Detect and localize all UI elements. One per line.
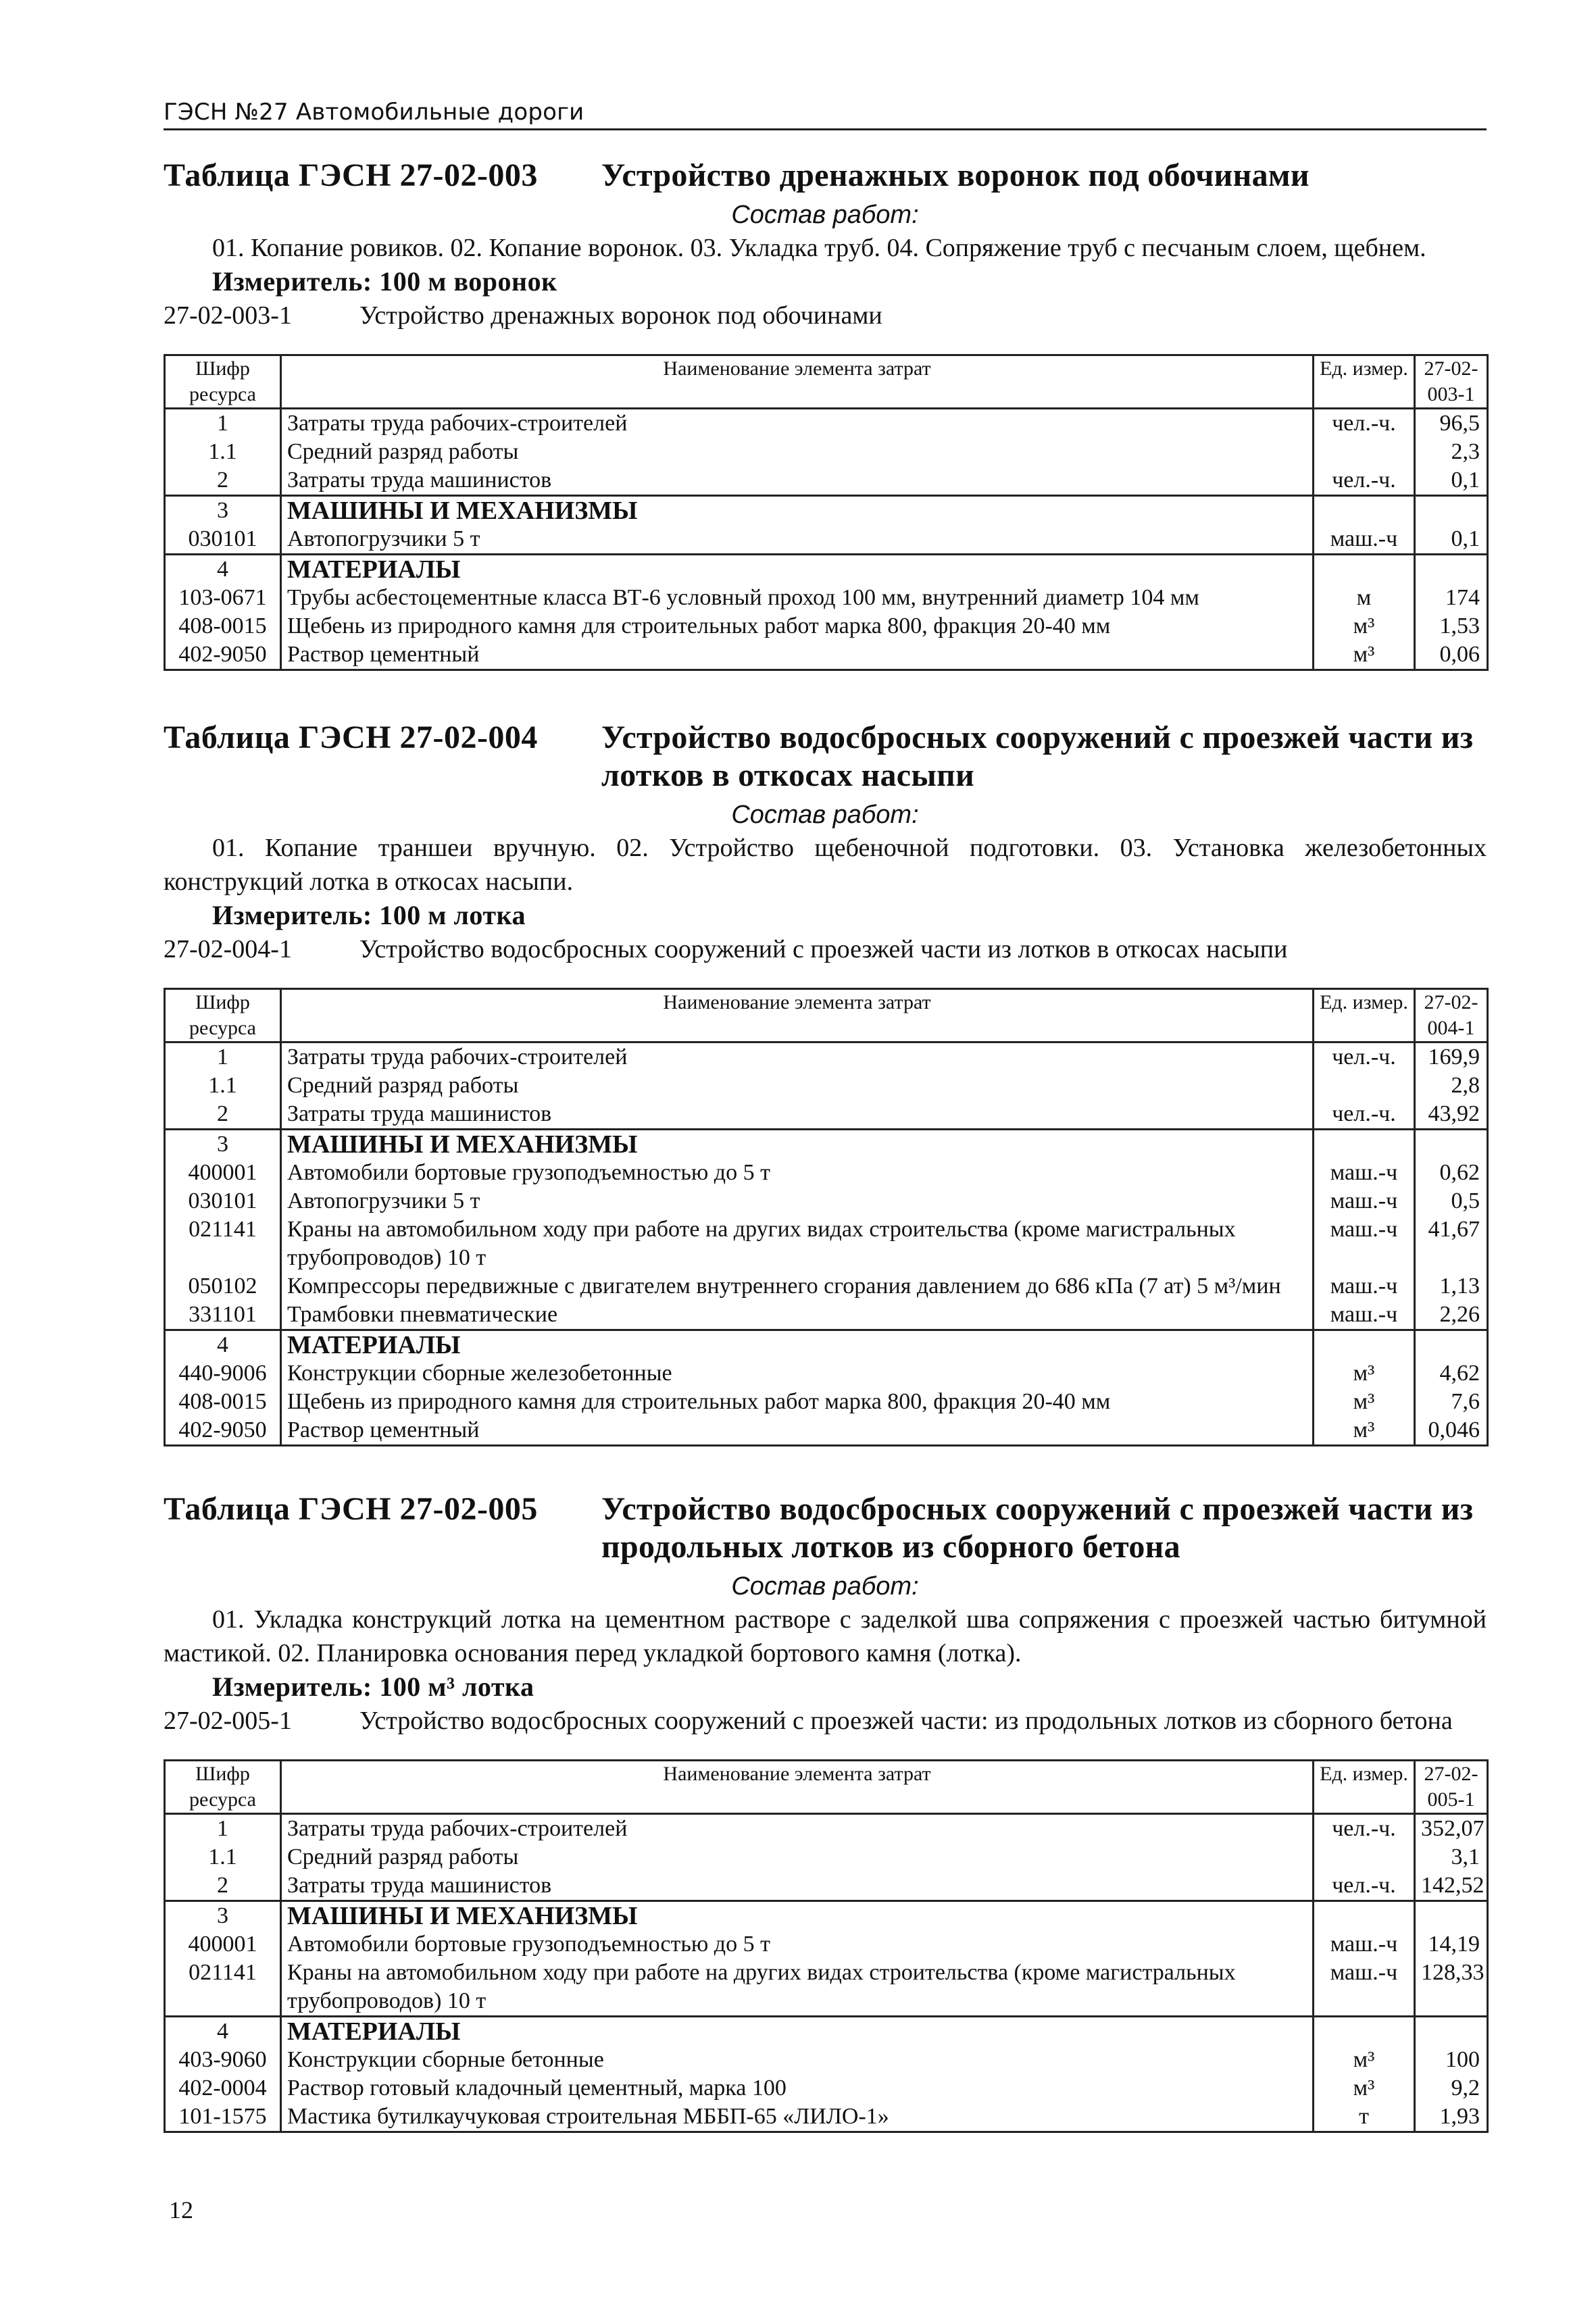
header-unit: Ед. измер. bbox=[1314, 989, 1415, 1042]
cell-value: 9,2 bbox=[1415, 2074, 1488, 2103]
measurement-unit: Измеритель: 100 м³ лотка bbox=[212, 1671, 534, 1702]
cell-code: 400001 bbox=[165, 1159, 281, 1187]
table-name: Устройство водосбросных сооружений с проезжей части из продольных лотков из сборного бетона bbox=[601, 1491, 1474, 1565]
table-row bbox=[165, 525, 1488, 555]
cell-name: Затраты труда рабочих-строителей bbox=[281, 1042, 1314, 1072]
cell-unit bbox=[1314, 1072, 1415, 1100]
norm-name: Устройство дренажных воронок под обочинами bbox=[359, 301, 882, 330]
header-code: Шифр ресурса bbox=[165, 1761, 281, 1814]
norm-code-line bbox=[164, 932, 1487, 966]
table-row bbox=[165, 2074, 1488, 2103]
cell-unit bbox=[1314, 496, 1415, 526]
cell-value: 174 bbox=[1415, 584, 1488, 612]
norm-table-section-005 bbox=[164, 1490, 1487, 2133]
cell-name: Затраты труда рабочих-строителей bbox=[281, 1814, 1314, 1844]
table-label: Таблица ГЭСН 27-02-003 bbox=[164, 157, 538, 193]
work-composition-text: 01. Копание ровиков. 02. Копание воронок. 03. Укладка труб. 04. Сопряжение труб с песчаным слоем, щебнем. bbox=[212, 234, 1426, 262]
cell-name: Краны на автомобильном ходу при работе на других видах строительства (кроме магистральных трубопроводов) 10 т bbox=[281, 1215, 1314, 1272]
cell-code: 101-1575 bbox=[165, 2103, 281, 2132]
norm-table-section-004 bbox=[164, 719, 1487, 1447]
cell-unit: чел.-ч. bbox=[1314, 409, 1415, 438]
cell-unit: маш.-ч bbox=[1314, 525, 1415, 555]
table-header-row bbox=[165, 355, 1488, 409]
cell-value: 169,9 bbox=[1415, 1042, 1488, 1072]
cell-value: 2,3 bbox=[1415, 438, 1488, 466]
table-header-row bbox=[165, 989, 1488, 1042]
work-composition-text: 01. Укладка конструкций лотка на цементном растворе с заделкой шва сопряжения с проезжей частью битумной мастикой. 02. Планировка основания перед укладкой бортового камня (лотка). bbox=[164, 1605, 1487, 1667]
cell-name: Щебень из природного камня для строительных работ марка 800, фракция 20-40 мм bbox=[281, 1388, 1314, 1416]
table-row bbox=[165, 1301, 1488, 1330]
header-unit: Ед. измер. bbox=[1314, 355, 1415, 409]
cost-table bbox=[164, 1759, 1489, 2133]
table-header-row bbox=[165, 1761, 1488, 1814]
cell-unit: т bbox=[1314, 2103, 1415, 2132]
table-section-row bbox=[165, 496, 1488, 526]
cell-value: 128,33 bbox=[1415, 1959, 1488, 2017]
cell-code: 021141 bbox=[165, 1215, 281, 1272]
table-row bbox=[165, 1187, 1488, 1215]
table-row bbox=[165, 409, 1488, 438]
cell-code: 4 bbox=[165, 555, 281, 584]
cell-unit: маш.-ч bbox=[1314, 1301, 1415, 1330]
cell-name: МАШИНЫ И МЕХАНИЗМЫ bbox=[281, 1901, 1314, 1931]
cell-value: 7,6 bbox=[1415, 1388, 1488, 1416]
cell-value: 1,93 bbox=[1415, 2103, 1488, 2132]
cell-value bbox=[1415, 1130, 1488, 1159]
cell-unit: маш.-ч bbox=[1314, 1930, 1415, 1959]
cell-unit bbox=[1314, 1843, 1415, 1871]
cell-name: Средний разряд работы bbox=[281, 1843, 1314, 1871]
table-name: Устройство дренажных воронок под обочинами bbox=[601, 157, 1310, 193]
cell-value: 2,8 bbox=[1415, 1072, 1488, 1100]
cell-value: 0,1 bbox=[1415, 525, 1488, 555]
cell-name: Мастика бутилкаучуковая строительная МББП-65 «ЛИЛО-1» bbox=[281, 2103, 1314, 2132]
table-section-row bbox=[165, 1901, 1488, 1931]
cell-value: 100 bbox=[1415, 2046, 1488, 2074]
cell-name: Трубы асбестоцементные класса ВТ-6 условный проход 100 мм, внутренний диаметр 104 мм bbox=[281, 584, 1314, 612]
header-name: Наименование элемента затрат bbox=[281, 1761, 1314, 1814]
cell-value bbox=[1415, 555, 1488, 584]
cell-value: 4,62 bbox=[1415, 1359, 1488, 1388]
norm-code: 27-02-003-1 bbox=[164, 301, 292, 330]
table-row bbox=[165, 1416, 1488, 1446]
cell-code: 1.1 bbox=[165, 1072, 281, 1100]
cell-code: 4 bbox=[165, 2017, 281, 2046]
cell-value bbox=[1415, 1330, 1488, 1360]
cell-name: Краны на автомобильном ходу при работе на других видах строительства (кроме магистральных трубопроводов) 10 т bbox=[281, 1959, 1314, 2017]
table-row bbox=[165, 2046, 1488, 2074]
cell-unit: м³ bbox=[1314, 2074, 1415, 2103]
cell-code: 400001 bbox=[165, 1930, 281, 1959]
cell-name: Затраты труда машинистов bbox=[281, 1100, 1314, 1130]
table-row bbox=[165, 1814, 1488, 1844]
cell-unit: м bbox=[1314, 584, 1415, 612]
cell-name: Автомобили бортовые грузоподъемностью до 5 т bbox=[281, 1930, 1314, 1959]
cell-name: Трамбовки пневматические bbox=[281, 1301, 1314, 1330]
header-name: Наименование элемента затрат bbox=[281, 355, 1314, 409]
cell-code: 4 bbox=[165, 1330, 281, 1360]
work-composition-heading: Состав работ: bbox=[731, 801, 919, 829]
table-row bbox=[165, 466, 1488, 496]
cell-name: Автомобили бортовые грузоподъемностью до 5 т bbox=[281, 1159, 1314, 1187]
cell-code: 440-9006 bbox=[165, 1359, 281, 1388]
cell-name: МАШИНЫ И МЕХАНИЗМЫ bbox=[281, 1130, 1314, 1159]
cell-code: 3 bbox=[165, 496, 281, 526]
table-title-row bbox=[164, 157, 1487, 195]
cell-unit: м³ bbox=[1314, 2046, 1415, 2074]
table-title-row bbox=[164, 719, 1487, 795]
cell-code: 030101 bbox=[165, 1187, 281, 1215]
table-row bbox=[165, 1959, 1488, 2017]
cell-unit bbox=[1314, 1130, 1415, 1159]
cell-value: 0,1 bbox=[1415, 466, 1488, 496]
cell-unit: м³ bbox=[1314, 640, 1415, 670]
cell-code: 403-9060 bbox=[165, 2046, 281, 2074]
cell-name: Раствор цементный bbox=[281, 640, 1314, 670]
cell-value: 142,52 bbox=[1415, 1871, 1488, 1901]
cell-name: Затраты труда машинистов bbox=[281, 1871, 1314, 1901]
cell-value: 96,5 bbox=[1415, 409, 1488, 438]
table-row bbox=[165, 640, 1488, 670]
work-composition-text: 01. Копание траншеи вручную. 02. Устройство щебеночной подготовки. 03. Установка железобетонных конструкций лотка в откосах насыпи. bbox=[164, 834, 1487, 896]
cell-value: 0,06 bbox=[1415, 640, 1488, 670]
table-row bbox=[165, 1930, 1488, 1959]
cell-code: 1.1 bbox=[165, 438, 281, 466]
cell-unit: м³ bbox=[1314, 1359, 1415, 1388]
cell-name: Конструкции сборные железобетонные bbox=[281, 1359, 1314, 1388]
cost-table bbox=[164, 354, 1489, 671]
cell-value bbox=[1415, 496, 1488, 526]
cell-value: 14,19 bbox=[1415, 1930, 1488, 1959]
table-name: Устройство водосбросных сооружений с проезжей части из лотков в откосах насыпи bbox=[601, 720, 1474, 793]
norm-table-section-003 bbox=[164, 157, 1487, 671]
cell-value: 1,13 bbox=[1415, 1272, 1488, 1301]
cell-value: 3,1 bbox=[1415, 1843, 1488, 1871]
cell-unit: м³ bbox=[1314, 612, 1415, 640]
cell-name: Средний разряд работы bbox=[281, 438, 1314, 466]
cell-value bbox=[1415, 1901, 1488, 1931]
cell-code: 402-0004 bbox=[165, 2074, 281, 2103]
cell-unit: маш.-ч bbox=[1314, 1159, 1415, 1187]
cell-value: 1,53 bbox=[1415, 612, 1488, 640]
cell-name: Автопогрузчики 5 т bbox=[281, 1187, 1314, 1215]
cell-code: 402-9050 bbox=[165, 1416, 281, 1446]
header-norm: 27-02-003-1 bbox=[1415, 355, 1488, 409]
cell-value bbox=[1415, 2017, 1488, 2046]
cell-unit: м³ bbox=[1314, 1416, 1415, 1446]
table-row bbox=[165, 1871, 1488, 1901]
table-row bbox=[165, 438, 1488, 466]
table-section-row bbox=[165, 555, 1488, 584]
header-norm: 27-02-005-1 bbox=[1415, 1761, 1488, 1814]
header-name: Наименование элемента затрат bbox=[281, 989, 1314, 1042]
header-unit: Ед. измер. bbox=[1314, 1761, 1415, 1814]
table-row bbox=[165, 1042, 1488, 1072]
cell-code: 1 bbox=[165, 409, 281, 438]
cell-unit: чел.-ч. bbox=[1314, 1042, 1415, 1072]
table-row bbox=[165, 612, 1488, 640]
norm-code: 27-02-004-1 bbox=[164, 935, 292, 963]
norm-code-line bbox=[164, 1704, 1487, 1738]
table-row bbox=[165, 1100, 1488, 1130]
cell-code: 2 bbox=[165, 466, 281, 496]
cell-code: 408-0015 bbox=[165, 612, 281, 640]
cell-code: 402-9050 bbox=[165, 640, 281, 670]
cost-table bbox=[164, 988, 1489, 1447]
cell-code: 021141 bbox=[165, 1959, 281, 2017]
cell-code: 2 bbox=[165, 1100, 281, 1130]
cell-name: Щебень из природного камня для строительных работ марка 800, фракция 20-40 мм bbox=[281, 612, 1314, 640]
table-label: Таблица ГЭСН 27-02-005 bbox=[164, 1491, 538, 1527]
table-section-row bbox=[165, 2017, 1488, 2046]
cell-name: МАТЕРИАЛЫ bbox=[281, 2017, 1314, 2046]
norm-code: 27-02-005-1 bbox=[164, 1707, 292, 1735]
cell-code: 1 bbox=[165, 1042, 281, 1072]
page-number: 12 bbox=[169, 2196, 193, 2223]
cell-unit: маш.-ч bbox=[1314, 1272, 1415, 1301]
cell-name: МАТЕРИАЛЫ bbox=[281, 1330, 1314, 1360]
cell-unit bbox=[1314, 1901, 1415, 1931]
cell-code: 3 bbox=[165, 1901, 281, 1931]
cell-name: МАТЕРИАЛЫ bbox=[281, 555, 1314, 584]
cell-name: Конструкции сборные бетонные bbox=[281, 2046, 1314, 2074]
cell-name: МАШИНЫ И МЕХАНИЗМЫ bbox=[281, 496, 1314, 526]
cell-code: 408-0015 bbox=[165, 1388, 281, 1416]
cell-value: 2,26 bbox=[1415, 1301, 1488, 1330]
cell-unit bbox=[1314, 555, 1415, 584]
running-header: ГЭСН №27 Автомобильные дороги bbox=[164, 99, 1487, 130]
norm-code-line bbox=[164, 299, 1487, 332]
header-norm: 27-02-004-1 bbox=[1415, 989, 1488, 1042]
cell-unit: чел.-ч. bbox=[1314, 466, 1415, 496]
cell-code: 2 bbox=[165, 1871, 281, 1901]
cell-unit bbox=[1314, 438, 1415, 466]
cell-unit: чел.-ч. bbox=[1314, 1814, 1415, 1844]
cell-code: 331101 bbox=[165, 1301, 281, 1330]
cell-value: 0,62 bbox=[1415, 1159, 1488, 1187]
table-row bbox=[165, 2103, 1488, 2132]
cell-unit: маш.-ч bbox=[1314, 1215, 1415, 1272]
cell-name: Компрессоры передвижные с двигателем внутреннего сгорания давлением до 686 кПа (7 ат) 5 м³/мин bbox=[281, 1272, 1314, 1301]
cell-name: Затраты труда рабочих-строителей bbox=[281, 409, 1314, 438]
cell-value: 43,92 bbox=[1415, 1100, 1488, 1130]
cell-unit bbox=[1314, 2017, 1415, 2046]
cell-code: 103-0671 bbox=[165, 584, 281, 612]
cell-value: 352,07 bbox=[1415, 1814, 1488, 1844]
table-section-row bbox=[165, 1130, 1488, 1159]
cell-value: 41,67 bbox=[1415, 1215, 1488, 1272]
cell-unit: чел.-ч. bbox=[1314, 1100, 1415, 1130]
table-section-row bbox=[165, 1330, 1488, 1360]
table-title-row bbox=[164, 1490, 1487, 1566]
cell-name: Средний разряд работы bbox=[281, 1072, 1314, 1100]
cell-unit: чел.-ч. bbox=[1314, 1871, 1415, 1901]
cell-name: Затраты труда машинистов bbox=[281, 466, 1314, 496]
cell-code: 3 bbox=[165, 1130, 281, 1159]
table-row bbox=[165, 1359, 1488, 1388]
cell-unit: маш.-ч bbox=[1314, 1187, 1415, 1215]
cell-unit: м³ bbox=[1314, 1388, 1415, 1416]
table-row bbox=[165, 1843, 1488, 1871]
norm-name: Устройство водосбросных сооружений с проезжей части из лотков в откосах насыпи bbox=[359, 935, 1288, 963]
table-row bbox=[165, 1159, 1488, 1187]
table-row bbox=[165, 1215, 1488, 1272]
measurement-unit: Измеритель: 100 м лотка bbox=[212, 900, 526, 930]
cell-code: 1 bbox=[165, 1814, 281, 1844]
work-composition-heading: Состав работ: bbox=[731, 1572, 919, 1601]
cell-value: 0,5 bbox=[1415, 1187, 1488, 1215]
cell-name: Раствор готовый кладочный цементный, марка 100 bbox=[281, 2074, 1314, 2103]
norm-name: Устройство водосбросных сооружений с проезжей части: из продольных лотков из сборного бетона bbox=[359, 1707, 1453, 1735]
cell-code: 030101 bbox=[165, 525, 281, 555]
measurement-unit: Измеритель: 100 м воронок bbox=[212, 266, 557, 297]
work-composition-heading: Состав работ: bbox=[731, 201, 919, 229]
table-label: Таблица ГЭСН 27-02-004 bbox=[164, 720, 538, 755]
cell-unit bbox=[1314, 1330, 1415, 1360]
table-row bbox=[165, 1272, 1488, 1301]
header-code: Шифр ресурса bbox=[165, 989, 281, 1042]
header-code: Шифр ресурса bbox=[165, 355, 281, 409]
cell-code: 1.1 bbox=[165, 1843, 281, 1871]
table-row bbox=[165, 1072, 1488, 1100]
cell-code: 050102 bbox=[165, 1272, 281, 1301]
table-row bbox=[165, 1388, 1488, 1416]
table-row bbox=[165, 584, 1488, 612]
cell-value: 0,046 bbox=[1415, 1416, 1488, 1446]
cell-unit: маш.-ч bbox=[1314, 1959, 1415, 2017]
cell-name: Автопогрузчики 5 т bbox=[281, 525, 1314, 555]
cell-name: Раствор цементный bbox=[281, 1416, 1314, 1446]
